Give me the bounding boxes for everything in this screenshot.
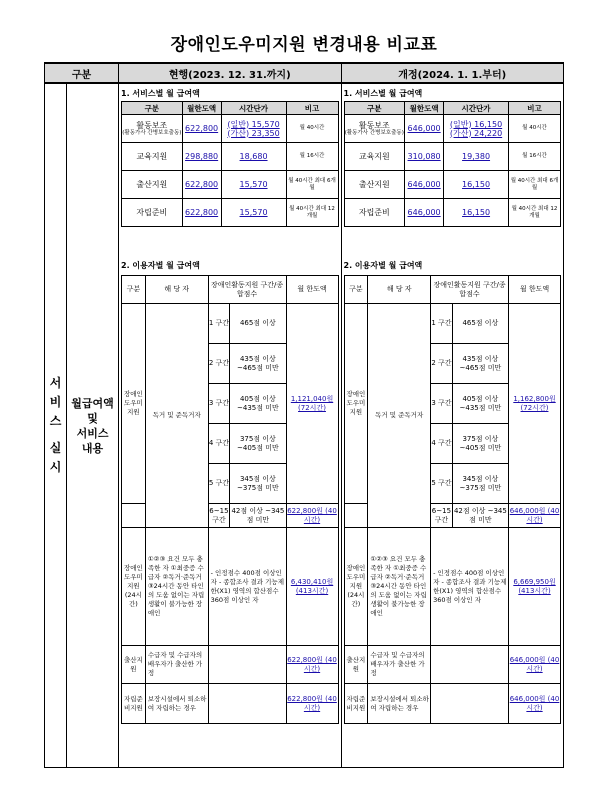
side-main-char: 실 [49, 441, 62, 455]
service-limit-cell [182, 115, 221, 143]
level-score: 465점 이상 [452, 304, 508, 344]
service-limit: 298,880 [185, 152, 219, 161]
service-rate-cell [444, 143, 509, 171]
service-limit-cell [182, 143, 221, 171]
group2-criteria: - 인정점수 400점 이상인 자 - 종합조사 결과 기능제한(X1) 영역의 합산점수 360점 이상인 자 [208, 528, 286, 646]
service-limit-cell [405, 115, 444, 143]
service-name-cell [122, 115, 183, 143]
group4-empty [208, 684, 286, 724]
service-name-cell [344, 199, 405, 227]
level-score: 405점 이상 ~435점 미만 [230, 384, 286, 424]
group2-target: ①②③ 요건 모두 충족한 자 ①최중증 수급자 ②독거·준독거 ③24시간 동안 타인의 도움 없이는 자립생활이 불가능한 장애인 [368, 528, 431, 646]
group1-label: 장애인도우미지원 [122, 304, 146, 504]
level-tier: 1 구간 [431, 304, 453, 344]
side-sub-line: 서비스 [76, 426, 109, 440]
group2-label: 장애인도우미지원 (24시간) [122, 528, 146, 646]
t2-header-cell: 구분 [344, 276, 368, 304]
level-score: 345점 이상 ~375점 미만 [452, 464, 508, 504]
service-limit: 310,080 [407, 152, 441, 161]
service-rate: 18,680 [239, 152, 268, 161]
service-rate-extra: (가산) 23,350 [227, 128, 280, 138]
t1-header-cell: 시간단가 [221, 102, 286, 115]
side-sub-line: 및 [87, 411, 98, 425]
service-note: 월 40시간 [509, 115, 561, 143]
group1-label-cont [122, 504, 146, 528]
last-level-limit-cell [286, 504, 338, 528]
level-score: 375점 이상 ~405점 미만 [230, 424, 286, 464]
service-rate: 15,570 [239, 180, 268, 189]
group2-row [122, 528, 338, 646]
group1-limit-cell [286, 304, 338, 504]
side-main-label [45, 83, 67, 768]
service-rate-cell [444, 115, 509, 143]
last-level-limit: 622,800원 (40시간) [287, 506, 337, 524]
t1-header-cell: 월한도액 [405, 102, 444, 115]
group2-limit: 6,669,950원 (413시간) [513, 577, 556, 595]
service-name-cell [122, 143, 183, 171]
group4-target: 보장시설에서 퇴소하여 자립하는 경우 [368, 684, 431, 724]
service-limit: 646,000 [407, 124, 441, 133]
group4-limit-cell [509, 684, 561, 724]
service-note: 월 40시간 최대 12개월 [286, 199, 338, 227]
t2-header-cell: 월 한도액 [286, 276, 338, 304]
service-limit-cell [405, 199, 444, 227]
group1-target: 독거 및 준독거자 [145, 304, 208, 528]
level-tier: 2 구간 [431, 344, 453, 384]
service-note: 월 40시간 [286, 115, 338, 143]
service-row [344, 115, 561, 143]
service-limit-cell [182, 199, 221, 227]
service-row [122, 199, 338, 227]
group3-empty [431, 646, 509, 684]
group3-target: 수급자 및 수급자의 배우자가 출산한 가정 [145, 646, 208, 684]
service-row [122, 115, 338, 143]
level-tier: 6~15 구간 [431, 504, 453, 528]
last-level-limit: 646,000원 (40시간) [509, 506, 560, 524]
level-score: 405점 이상 ~435점 미만 [452, 384, 508, 424]
section2-title: 2. 이용자별 월 급여액 [343, 261, 423, 270]
side-main-char: 서 [49, 376, 62, 390]
group4-target: 보장시설에서 퇴소하여 자립하는 경우 [145, 684, 208, 724]
level-score: 465점 이상 [230, 304, 286, 344]
group2-target: ①②③ 요건 모두 충족한 자 ①최중증 수급자 ②독거·준독거 ③24시간 동안 타인의 도움 없이는 자립생활이 불가능한 장애인 [145, 528, 208, 646]
service-limit-table [121, 101, 338, 227]
level-score: 375점 이상 ~405점 미만 [452, 424, 508, 464]
header-revised: 개정(2024. 1. 1.부터) [341, 63, 564, 83]
service-rate: (일반) 16,150 [449, 119, 503, 129]
side-sub-line: 내용 [81, 441, 104, 455]
group4-limit: 646,000원 (40시간) [509, 694, 560, 712]
service-row [344, 143, 561, 171]
level-tier: 4 구간 [431, 424, 453, 464]
t2-header-cell: 장애인활동지원 구간/종합점수 [208, 276, 286, 304]
service-rate-cell [221, 143, 286, 171]
service-note: 월 40시간 최대 6개월 [509, 171, 561, 199]
level-tier: 2 구간 [208, 344, 230, 384]
t1-header-cell: 시간단가 [444, 102, 509, 115]
group3-empty [208, 646, 286, 684]
service-name-sub: (활동가사 간병보호출동) [344, 129, 404, 136]
level-tier: 5 구간 [208, 464, 230, 504]
service-note: 월 16시간 [509, 143, 561, 171]
service-limit: 622,800 [185, 180, 219, 189]
group4-label: 자립준비지원 [122, 684, 146, 724]
service-rate: 16,150 [462, 180, 491, 189]
service-limit-cell [182, 171, 221, 199]
service-limit: 646,000 [407, 180, 441, 189]
service-limit-table [344, 101, 562, 227]
service-name: 출산지원 [136, 180, 168, 189]
service-name-cell [122, 171, 183, 199]
revised-column [341, 83, 564, 768]
group4-empty [431, 684, 509, 724]
service-name-cell [344, 143, 405, 171]
t2-header-cell: 해 당 자 [368, 276, 431, 304]
t1-header-cell: 월한도액 [182, 102, 221, 115]
group4-label: 자립준비지원 [344, 684, 368, 724]
group2-label: 장애인도우미지원 (24시간) [344, 528, 368, 646]
side-sub-label [67, 83, 119, 768]
group2-limit: 6,430,410원 (413시간) [290, 577, 334, 595]
level-score: 42점 이상 ~345점 미만 [452, 504, 508, 528]
group3-label: 출산지원 [122, 646, 146, 684]
side-main-char: 시 [49, 460, 62, 474]
current-column [119, 83, 341, 768]
service-note: 월 40시간 최대 6개월 [286, 171, 338, 199]
service-rate: (일반) 15,570 [227, 119, 280, 129]
service-rate-cell [444, 199, 509, 227]
service-name: 자립준비 [358, 208, 390, 217]
t1-header-cell: 구분 [344, 102, 405, 115]
group1-limit: 1,121,040원 (72시간) [290, 394, 334, 412]
service-note: 월 40시간 최대 12개월 [509, 199, 561, 227]
group1-target: 독거 및 준독거자 [368, 304, 431, 528]
level-row [344, 304, 561, 344]
section1-title: 1. 서비스별 월 급여액 [121, 89, 200, 98]
t1-header-cell: 비고 [286, 102, 338, 115]
service-rate-extra: (가산) 24,220 [449, 128, 503, 138]
user-limit-table [121, 275, 338, 724]
service-rate: 19,380 [462, 152, 491, 161]
group3-limit-cell [509, 646, 561, 684]
last-level-limit-cell [509, 504, 561, 528]
group4-limit-cell [286, 684, 338, 724]
service-rate-cell [444, 171, 509, 199]
service-name: 교육지원 [358, 152, 390, 161]
group4-row [344, 684, 561, 724]
group3-label: 출산지원 [344, 646, 368, 684]
group2-limit-cell [509, 528, 561, 646]
group2-limit-cell [286, 528, 338, 646]
t2-header-cell: 장애인활동지원 구간/종합점수 [431, 276, 509, 304]
user-limit-table [344, 275, 562, 724]
group3-row [122, 646, 338, 684]
level-tier: 3 구간 [431, 384, 453, 424]
group2-criteria: - 인정점수 400점 이상인 자 - 종합조사 결과 기능제한(X1) 영역의 합산점수 360점 이상인 자 [431, 528, 509, 646]
side-sub-line: 월급여액 [71, 396, 114, 410]
service-name-sub: (활동가사 간병보호출동) [122, 129, 182, 136]
group3-limit: 646,000원 (40시간) [509, 655, 560, 673]
t2-header-cell: 월 한도액 [509, 276, 561, 304]
side-main-char: 비 [49, 395, 62, 409]
service-limit-cell [405, 143, 444, 171]
group2-row [344, 528, 561, 646]
service-rate: 16,150 [462, 208, 491, 217]
service-name-cell [344, 171, 405, 199]
level-tier: 5 구간 [431, 464, 453, 504]
page-title: 장애인도우미지원 변경내용 비교표 [170, 35, 438, 55]
service-name: 자립준비 [136, 208, 168, 217]
level-tier: 1 구간 [208, 304, 230, 344]
service-note: 월 16시간 [286, 143, 338, 171]
service-name: 출산지원 [358, 180, 390, 189]
comparison-table [44, 62, 564, 768]
service-rate: 15,570 [239, 208, 268, 217]
header-category: 구분 [45, 63, 119, 83]
t2-header-cell: 해 당 자 [145, 276, 208, 304]
level-tier: 3 구간 [208, 384, 230, 424]
group3-limit: 622,800원 (40시간) [287, 655, 337, 673]
service-rate-cell [221, 171, 286, 199]
header-current: 현행(2023. 12. 31.까지) [119, 63, 341, 83]
group1-limit: 1,162,800원 (72시간) [513, 394, 556, 412]
level-score: 435점 이상 ~465점 미만 [230, 344, 286, 384]
service-row [122, 143, 338, 171]
service-name: 활동보조 [358, 120, 390, 130]
level-tier: 4 구간 [208, 424, 230, 464]
level-score: 435점 이상 ~465점 미만 [452, 344, 508, 384]
group3-target: 수급자 및 수급자의 배우자가 출산한 가정 [368, 646, 431, 684]
group1-label: 장애인도우미지원 [344, 304, 368, 504]
group3-row [344, 646, 561, 684]
service-rate-cell [221, 199, 286, 227]
group4-limit: 622,800원 (40시간) [287, 694, 337, 712]
group1-label-cont [344, 504, 368, 528]
service-name: 활동보조 [136, 120, 168, 130]
service-name: 교육지원 [136, 152, 168, 161]
service-name-cell [344, 115, 405, 143]
group3-limit-cell [286, 646, 338, 684]
section1-title: 1. 서비스별 월 급여액 [343, 89, 423, 98]
t2-header-cell: 구분 [122, 276, 146, 304]
group1-limit-cell [509, 304, 561, 504]
level-row [122, 304, 338, 344]
service-row [344, 171, 561, 199]
level-score: 345점 이상 ~375점 미만 [230, 464, 286, 504]
section2-title: 2. 이용자별 월 급여액 [121, 261, 200, 270]
service-name-cell [122, 199, 183, 227]
service-row [122, 171, 338, 199]
side-main-char: 스 [49, 414, 62, 428]
service-limit-cell [405, 171, 444, 199]
level-tier: 6~15 구간 [208, 504, 230, 528]
service-limit: 622,800 [185, 124, 219, 133]
service-limit: 646,000 [407, 208, 441, 217]
service-rate-cell [221, 115, 286, 143]
service-row [344, 199, 561, 227]
level-score: 42점 이상 ~345점 미만 [230, 504, 286, 528]
t1-header-cell: 구분 [122, 102, 183, 115]
service-limit: 622,800 [185, 208, 219, 217]
t1-header-cell: 비고 [509, 102, 561, 115]
group4-row [122, 684, 338, 724]
